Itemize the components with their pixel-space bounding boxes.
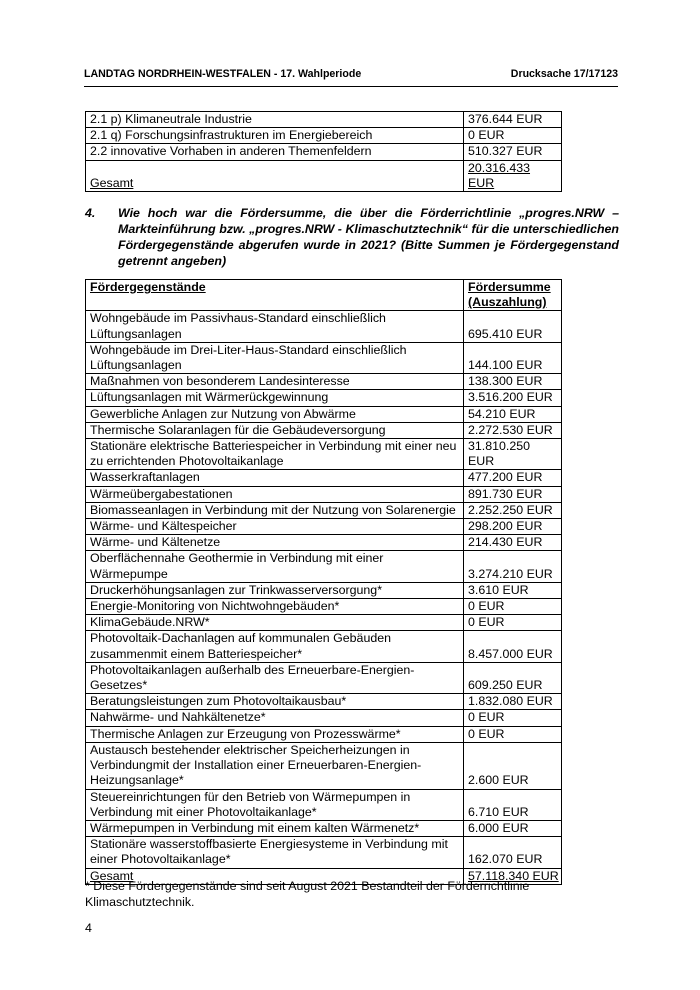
table-row — [86, 582, 562, 598]
total-row — [86, 160, 562, 191]
row-value: 0 EUR — [464, 128, 562, 144]
table-row — [86, 820, 562, 836]
row-value: 0 EUR — [464, 710, 562, 726]
row-value: 376.644 EUR — [464, 112, 562, 128]
row-label: Thermische Anlagen zur Erzeugung von Prozesswärme* — [86, 726, 464, 742]
row-label: KlimaGebäude.NRW* — [86, 615, 464, 631]
table-row — [86, 615, 562, 631]
row-label: Wasserkraftanlagen — [86, 470, 464, 486]
row-label: Stationäre elektrische Batteriespeicher in Verbindung mit einer neu zu errichtenden Photovoltaikanlage — [86, 439, 464, 470]
row-label: Stationäre wasserstoffbasierte Energiesysteme in Verbindung mit einer Photovoltaikanlage* — [86, 837, 464, 868]
row-value: 298.200 EUR — [464, 519, 562, 535]
table-row — [86, 422, 562, 438]
row-label: 2.1 p) Klimaneutrale Industrie — [86, 112, 464, 128]
row-label: Wohngebäude im Drei-Liter-Haus-Standard einschließlich Lüftungsanlagen — [86, 342, 464, 373]
row-value: 162.070 EUR — [464, 837, 562, 868]
header-left: LANDTAG NORDRHEIN-WESTFALEN - 17. Wahlperiode — [84, 68, 362, 80]
row-value: 3.610 EUR — [464, 582, 562, 598]
row-label: Oberflächennahe Geothermie in Verbindung mit einer Wärmepumpe — [86, 551, 464, 582]
row-label: Photovoltaikanlagen außerhalb des Erneuerbare-Energien-Gesetzes* — [86, 662, 464, 693]
row-value: 891.730 EUR — [464, 486, 562, 502]
table-row — [86, 342, 562, 373]
table-row — [86, 710, 562, 726]
row-value: 695.410 EUR — [464, 311, 562, 342]
row-value: 138.300 EUR — [464, 374, 562, 390]
row-label: Biomasseanlagen in Verbindung mit der Nutzung von Solarenergie — [86, 502, 464, 518]
question-text: Wie hoch war die Fördersumme, die über die Förderrichtlinie „progres.NRW – Markteinführung bzw. „progres.NRW - Klimaschutztechnik“ für die unterschiedlichen Fördergegenstände abgerufen wurde in 2021? (Bitte Summen je Fördergegenstand getrennt angeben) — [118, 206, 619, 268]
row-label: Lüftungsanlagen mit Wärmerückgewinnung — [86, 390, 464, 406]
row-value: 3.516.200 EUR — [464, 390, 562, 406]
table-row — [86, 837, 562, 868]
question-number: 4. — [85, 206, 96, 220]
row-value: 8.457.000 EUR — [464, 631, 562, 662]
table-row — [86, 406, 562, 422]
table-row — [86, 599, 562, 615]
row-value: 0 EUR — [464, 726, 562, 742]
row-label: Thermische Solaranlagen für die Gebäudeversorgung — [86, 422, 464, 438]
row-label: Steuereinrichtungen für den Betrieb von Wärmepumpen in Verbindung mit einer Photovoltaikanlage* — [86, 789, 464, 820]
table-row — [86, 551, 562, 582]
header-rule — [84, 86, 618, 87]
table-row — [86, 374, 562, 390]
row-value: 214.430 EUR — [464, 535, 562, 551]
row-label: Wärme- und Kältespeicher — [86, 519, 464, 535]
row-value: 31.810.250 EUR — [464, 439, 562, 470]
funding-table-progres — [85, 279, 562, 885]
row-value: 6.000 EUR — [464, 820, 562, 836]
total-label: Gesamt — [86, 160, 464, 191]
row-value: 6.710 EUR — [464, 789, 562, 820]
row-value: 609.250 EUR — [464, 662, 562, 693]
row-label: Maßnahmen von besonderem Landesinteresse — [86, 374, 464, 390]
table-row — [86, 726, 562, 742]
row-value: 144.100 EUR — [464, 342, 562, 373]
table-row — [86, 486, 562, 502]
table-row — [86, 311, 562, 342]
total-value: 20.316.433 EUR — [464, 160, 562, 191]
row-label: Gewerbliche Anlagen zur Nutzung von Abwärme — [86, 406, 464, 422]
row-value: 2.272.530 EUR — [464, 422, 562, 438]
row-label: Wärme- und Kältenetze — [86, 535, 464, 551]
footnote: * Diese Fördergegenstände sind seit August 2021 Bestandteil der Förderrichtlinie Klimaschutztechnik. — [85, 879, 530, 909]
table-header-row — [86, 280, 562, 311]
page-number: 4 — [85, 921, 92, 935]
row-value: 477.200 EUR — [464, 470, 562, 486]
table-row — [86, 742, 562, 789]
total-value: 57.118.340 EUR — [464, 868, 562, 884]
table-row — [86, 519, 562, 535]
row-value: 510.327 EUR — [464, 144, 562, 160]
column-header-amount: Fördersumme (Auszahlung) — [464, 280, 562, 311]
table-row — [86, 128, 562, 144]
table-row — [86, 439, 562, 470]
row-label: Energie-Monitoring von Nichtwohngebäuden* — [86, 599, 464, 615]
table-row — [86, 502, 562, 518]
row-value: 3.274.210 EUR — [464, 551, 562, 582]
row-label: Wärmepumpen in Verbindung mit einem kalten Wärmenetz* — [86, 820, 464, 836]
funding-table-continued — [85, 111, 562, 192]
row-label: Austausch bestehender elektrischer Speicherheizungen in Verbindungmit der Installation einer Erneuerbaren-Energien-Heizungsanlage* — [86, 742, 464, 789]
row-label: Beratungsleistungen zum Photovoltaikausbau* — [86, 694, 464, 710]
page-header — [84, 68, 618, 80]
row-value: 54.210 EUR — [464, 406, 562, 422]
table-row — [86, 535, 562, 551]
table-row — [86, 662, 562, 693]
table-row — [86, 112, 562, 128]
table-row — [86, 144, 562, 160]
table-row — [86, 631, 562, 662]
row-value: 0 EUR — [464, 615, 562, 631]
column-header-subject: Fördergegenstände — [86, 280, 464, 311]
table-row — [86, 694, 562, 710]
row-label: Nahwärme- und Nahkältenetze* — [86, 710, 464, 726]
total-label: Gesamt — [86, 868, 464, 884]
table-row — [86, 470, 562, 486]
row-label: 2.1 q) Forschungsinfrastrukturen im Energiebereich — [86, 128, 464, 144]
row-label: Wohngebäude im Passivhaus-Standard einschließlich Lüftungsanlagen — [86, 311, 464, 342]
row-value: 1.832.080 EUR — [464, 694, 562, 710]
table-row — [86, 390, 562, 406]
row-label: Druckerhöhungsanlagen zur Trinkwasserversorgung* — [86, 582, 464, 598]
table-row — [86, 789, 562, 820]
row-value: 2.600 EUR — [464, 742, 562, 789]
question-4 — [85, 205, 619, 269]
row-value: 2.252.250 EUR — [464, 502, 562, 518]
row-label: 2.2 innovative Vorhaben in anderen Themenfeldern — [86, 144, 464, 160]
row-label: Photovoltaik-Dachanlagen auf kommunalen Gebäuden zusammenmit einem Batteriespeicher* — [86, 631, 464, 662]
row-value: 0 EUR — [464, 599, 562, 615]
row-label: Wärmeübergabestationen — [86, 486, 464, 502]
header-right: Drucksache 17/17123 — [510, 68, 618, 80]
